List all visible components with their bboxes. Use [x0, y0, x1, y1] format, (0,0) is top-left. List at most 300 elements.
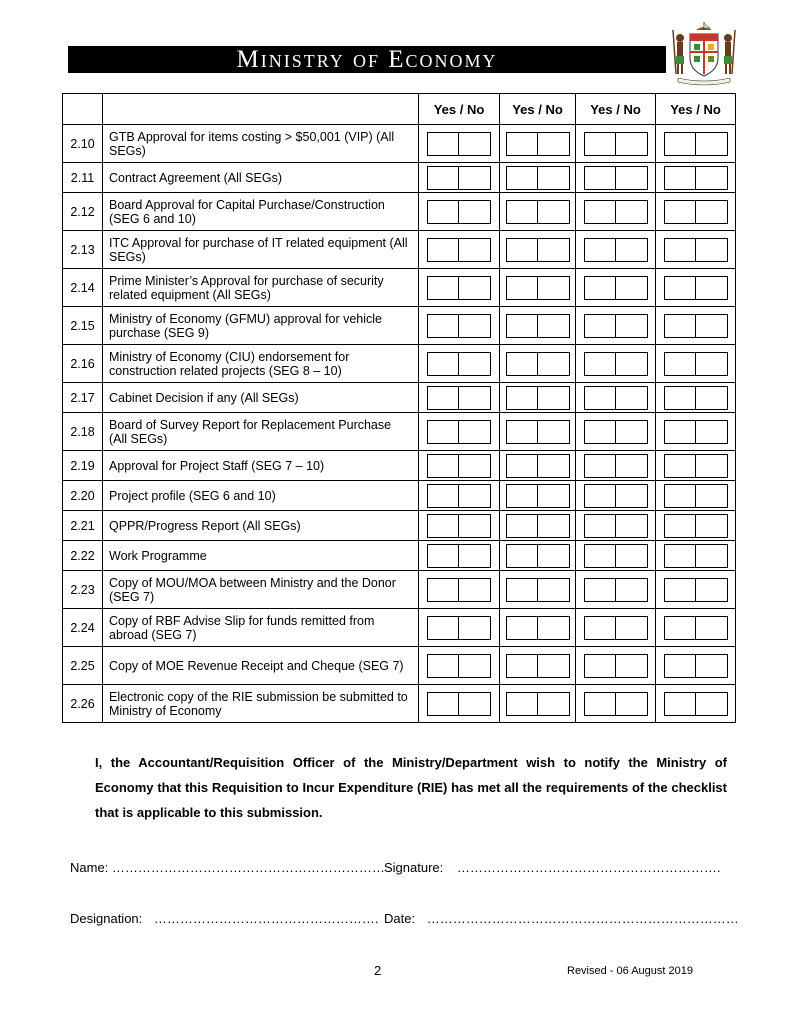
yes-checkbox[interactable]	[506, 238, 538, 262]
column-header: Yes / No	[576, 94, 656, 125]
no-checkbox[interactable]	[696, 386, 728, 410]
coat-of-arms-icon	[668, 20, 740, 86]
no-checkbox[interactable]	[696, 578, 728, 602]
yes-no-box-pair	[500, 132, 575, 156]
yes-checkbox[interactable]	[584, 386, 616, 410]
yes-no-box-pair	[576, 544, 655, 568]
name-label: Name:	[70, 860, 109, 875]
yes-no-box-pair	[500, 276, 575, 300]
no-checkbox[interactable]	[616, 132, 648, 156]
no-checkbox[interactable]	[616, 166, 648, 190]
yes-checkbox[interactable]	[506, 276, 538, 300]
item-description: Cabinet Decision if any (All SEGs)	[103, 383, 419, 413]
yes-checkbox[interactable]	[664, 352, 696, 376]
no-checkbox[interactable]	[696, 420, 728, 444]
yes-checkbox[interactable]	[427, 616, 459, 640]
yes-checkbox[interactable]	[584, 654, 616, 678]
no-checkbox[interactable]	[696, 352, 728, 376]
item-description: Board of Survey Report for Replacement Purchase (All SEGs)	[103, 413, 419, 451]
yes-no-box-pair	[576, 514, 655, 538]
no-checkbox[interactable]	[538, 454, 570, 478]
yes-checkbox[interactable]	[584, 352, 616, 376]
no-checkbox[interactable]	[616, 692, 648, 716]
no-checkbox[interactable]	[459, 514, 491, 538]
yes-no-box-pair	[656, 692, 735, 716]
yes-no-cell	[500, 125, 576, 163]
signature-label: Signature:	[384, 860, 444, 875]
yes-no-cell	[500, 193, 576, 231]
header-number-cell	[63, 94, 103, 125]
item-description: Ministry of Economy (CIU) endorsement for construction related projects (SEG 8 – 10)	[103, 345, 419, 383]
yes-no-box-pair	[656, 420, 735, 444]
item-number: 2.12	[63, 193, 103, 231]
no-checkbox[interactable]	[459, 454, 491, 478]
no-checkbox[interactable]	[616, 654, 648, 678]
table-row	[63, 345, 736, 383]
yes-checkbox[interactable]	[506, 484, 538, 508]
yes-no-box-pair	[419, 200, 499, 224]
yes-checkbox[interactable]	[584, 166, 616, 190]
no-checkbox[interactable]	[459, 484, 491, 508]
yes-no-cell	[500, 383, 576, 413]
no-checkbox[interactable]	[459, 386, 491, 410]
yes-no-cell	[576, 345, 656, 383]
no-checkbox[interactable]	[696, 514, 728, 538]
table-row	[63, 571, 736, 609]
yes-no-cell	[500, 511, 576, 541]
yes-no-box-pair	[656, 314, 735, 338]
yes-checkbox[interactable]	[584, 514, 616, 538]
header-description-cell	[103, 94, 419, 125]
yes-checkbox[interactable]	[664, 166, 696, 190]
item-description: QPPR/Progress Report (All SEGs)	[103, 511, 419, 541]
no-checkbox[interactable]	[696, 654, 728, 678]
yes-no-box-pair	[576, 420, 655, 444]
no-checkbox[interactable]	[616, 238, 648, 262]
yes-checkbox[interactable]	[664, 314, 696, 338]
no-checkbox[interactable]	[538, 132, 570, 156]
no-checkbox[interactable]	[538, 578, 570, 602]
yes-checkbox[interactable]	[427, 578, 459, 602]
yes-no-box-pair	[656, 386, 735, 410]
yes-checkbox[interactable]	[427, 654, 459, 678]
yes-checkbox[interactable]	[427, 484, 459, 508]
no-checkbox[interactable]	[459, 616, 491, 640]
yes-no-cell	[419, 511, 500, 541]
yes-no-box-pair	[500, 420, 575, 444]
yes-no-box-pair	[576, 132, 655, 156]
item-number: 2.23	[63, 571, 103, 609]
no-checkbox[interactable]	[696, 544, 728, 568]
no-checkbox[interactable]	[616, 484, 648, 508]
yes-no-box-pair	[576, 578, 655, 602]
yes-no-cell	[419, 685, 500, 723]
yes-no-cell	[656, 481, 736, 511]
no-checkbox[interactable]	[696, 692, 728, 716]
designation-label: Designation:	[70, 911, 143, 926]
item-description: Prime Minister’s Approval for purchase of security related equipment (All SEGs)	[103, 269, 419, 307]
yes-no-cell	[500, 541, 576, 571]
yes-no-box-pair	[419, 692, 499, 716]
yes-no-box-pair	[656, 544, 735, 568]
item-number: 2.26	[63, 685, 103, 723]
yes-checkbox[interactable]	[664, 484, 696, 508]
yes-no-cell	[419, 193, 500, 231]
yes-no-cell	[500, 413, 576, 451]
yes-no-cell	[500, 163, 576, 193]
yes-checkbox[interactable]	[664, 654, 696, 678]
yes-checkbox[interactable]	[664, 132, 696, 156]
yes-no-box-pair	[500, 544, 575, 568]
yes-checkbox[interactable]	[584, 578, 616, 602]
yes-no-box-pair	[500, 314, 575, 338]
yes-checkbox[interactable]	[506, 578, 538, 602]
no-checkbox[interactable]	[696, 238, 728, 262]
yes-no-box-pair	[500, 166, 575, 190]
yes-no-cell	[656, 685, 736, 723]
yes-no-cell	[576, 481, 656, 511]
no-checkbox[interactable]	[459, 166, 491, 190]
yes-checkbox[interactable]	[664, 420, 696, 444]
yes-no-box-pair	[500, 454, 575, 478]
yes-checkbox[interactable]	[664, 386, 696, 410]
yes-checkbox[interactable]	[506, 132, 538, 156]
no-checkbox[interactable]	[696, 616, 728, 640]
yes-no-box-pair	[419, 484, 499, 508]
column-header: Yes / No	[656, 94, 736, 125]
item-number: 2.14	[63, 269, 103, 307]
item-number: 2.20	[63, 481, 103, 511]
yes-no-cell	[656, 647, 736, 685]
name-field[interactable]: ………………………………………………………	[111, 860, 385, 875]
yes-no-cell	[576, 571, 656, 609]
yes-no-box-pair	[500, 386, 575, 410]
yes-no-cell	[419, 647, 500, 685]
yes-no-cell	[419, 269, 500, 307]
yes-no-box-pair	[576, 166, 655, 190]
yes-no-box-pair	[656, 132, 735, 156]
yes-no-cell	[419, 345, 500, 383]
ministry-title-banner: Ministry of Economy	[68, 46, 666, 73]
table-row	[63, 481, 736, 511]
yes-no-box-pair	[500, 692, 575, 716]
yes-no-cell	[419, 125, 500, 163]
no-checkbox[interactable]	[616, 386, 648, 410]
yes-checkbox[interactable]	[427, 314, 459, 338]
yes-checkbox[interactable]	[584, 484, 616, 508]
column-header: Yes / No	[419, 94, 500, 125]
table-row	[63, 609, 736, 647]
table-row	[63, 163, 736, 193]
no-checkbox[interactable]	[538, 166, 570, 190]
yes-no-box-pair	[576, 454, 655, 478]
yes-checkbox[interactable]	[584, 132, 616, 156]
item-description: GTB Approval for items costing > $50,001 (VIP) (All SEGs)	[103, 125, 419, 163]
yes-checkbox[interactable]	[584, 200, 616, 224]
yes-checkbox[interactable]	[427, 454, 459, 478]
yes-no-cell	[576, 307, 656, 345]
table-row	[63, 413, 736, 451]
yes-no-box-pair	[656, 352, 735, 376]
yes-no-cell	[500, 307, 576, 345]
no-checkbox[interactable]	[616, 200, 648, 224]
yes-no-box-pair	[656, 616, 735, 640]
yes-checkbox[interactable]	[664, 276, 696, 300]
revision-date: Revised - 06 August 2019	[567, 965, 693, 977]
yes-no-cell	[656, 193, 736, 231]
designation-field[interactable]: …………………………………………….	[153, 911, 379, 926]
date-line	[384, 911, 739, 926]
yes-no-box-pair	[419, 314, 499, 338]
no-checkbox[interactable]	[459, 692, 491, 716]
no-checkbox[interactable]	[616, 514, 648, 538]
table-row	[63, 451, 736, 481]
yes-no-box-pair	[576, 276, 655, 300]
yes-checkbox[interactable]	[584, 544, 616, 568]
yes-no-cell	[419, 163, 500, 193]
no-checkbox[interactable]	[459, 420, 491, 444]
no-checkbox[interactable]	[459, 200, 491, 224]
yes-no-box-pair	[419, 578, 499, 602]
table-row	[63, 511, 736, 541]
no-checkbox[interactable]	[538, 616, 570, 640]
item-description: Copy of MOE Revenue Receipt and Cheque (SEG 7)	[103, 647, 419, 685]
yes-no-cell	[656, 345, 736, 383]
checklist-table	[62, 93, 736, 723]
yes-checkbox[interactable]	[427, 276, 459, 300]
no-checkbox[interactable]	[538, 386, 570, 410]
no-checkbox[interactable]	[616, 420, 648, 444]
yes-no-box-pair	[419, 654, 499, 678]
yes-checkbox[interactable]	[427, 352, 459, 376]
yes-checkbox[interactable]	[584, 616, 616, 640]
yes-no-box-pair	[656, 276, 735, 300]
yes-checkbox[interactable]	[506, 420, 538, 444]
yes-no-cell	[656, 125, 736, 163]
yes-checkbox[interactable]	[506, 352, 538, 376]
yes-checkbox[interactable]	[427, 166, 459, 190]
yes-no-box-pair	[500, 514, 575, 538]
yes-no-cell	[500, 481, 576, 511]
item-number: 2.11	[63, 163, 103, 193]
yes-no-cell	[576, 231, 656, 269]
no-checkbox[interactable]	[696, 166, 728, 190]
no-checkbox[interactable]	[538, 238, 570, 262]
no-checkbox[interactable]	[616, 352, 648, 376]
table-row	[63, 307, 736, 345]
yes-no-cell	[576, 383, 656, 413]
yes-checkbox[interactable]	[506, 166, 538, 190]
yes-checkbox[interactable]	[506, 544, 538, 568]
yes-no-box-pair	[576, 484, 655, 508]
yes-no-box-pair	[500, 484, 575, 508]
yes-no-cell	[419, 383, 500, 413]
yes-no-cell	[576, 685, 656, 723]
no-checkbox[interactable]	[459, 276, 491, 300]
yes-checkbox[interactable]	[584, 314, 616, 338]
yes-checkbox[interactable]	[664, 578, 696, 602]
yes-no-cell	[576, 269, 656, 307]
no-checkbox[interactable]	[538, 420, 570, 444]
no-checkbox[interactable]	[459, 654, 491, 678]
no-checkbox[interactable]	[459, 544, 491, 568]
table-row	[63, 125, 736, 163]
no-checkbox[interactable]	[459, 132, 491, 156]
yes-checkbox[interactable]	[427, 514, 459, 538]
yes-no-cell	[656, 307, 736, 345]
yes-no-cell	[576, 609, 656, 647]
yes-no-box-pair	[419, 420, 499, 444]
yes-checkbox[interactable]	[584, 692, 616, 716]
item-number: 2.18	[63, 413, 103, 451]
no-checkbox[interactable]	[538, 544, 570, 568]
no-checkbox[interactable]	[696, 276, 728, 300]
no-checkbox[interactable]	[696, 484, 728, 508]
yes-checkbox[interactable]	[506, 616, 538, 640]
yes-no-box-pair	[419, 386, 499, 410]
no-checkbox[interactable]	[538, 514, 570, 538]
no-checkbox[interactable]	[696, 314, 728, 338]
yes-no-box-pair	[419, 454, 499, 478]
yes-checkbox[interactable]	[506, 654, 538, 678]
yes-no-cell	[419, 481, 500, 511]
item-description: Copy of RBF Advise Slip for funds remitted from abroad (SEG 7)	[103, 609, 419, 647]
item-description: ITC Approval for purchase of IT related equipment (All SEGs)	[103, 231, 419, 269]
yes-checkbox[interactable]	[427, 238, 459, 262]
item-description: Copy of MOU/MOA between Ministry and the Donor (SEG 7)	[103, 571, 419, 609]
yes-no-box-pair	[419, 166, 499, 190]
yes-no-cell	[419, 413, 500, 451]
yes-checkbox[interactable]	[506, 314, 538, 338]
yes-no-box-pair	[656, 200, 735, 224]
yes-no-cell	[576, 647, 656, 685]
no-checkbox[interactable]	[616, 578, 648, 602]
yes-checkbox[interactable]	[427, 420, 459, 444]
item-number: 2.16	[63, 345, 103, 383]
yes-checkbox[interactable]	[506, 200, 538, 224]
yes-no-box-pair	[419, 616, 499, 640]
yes-no-cell	[576, 125, 656, 163]
no-checkbox[interactable]	[696, 454, 728, 478]
yes-no-box-pair	[576, 314, 655, 338]
yes-no-cell	[656, 451, 736, 481]
signature-field[interactable]: …………………………………………………….	[456, 860, 721, 875]
designation-line	[70, 911, 379, 926]
yes-no-cell	[419, 307, 500, 345]
yes-no-cell	[656, 163, 736, 193]
table-row	[63, 685, 736, 723]
yes-no-cell	[419, 451, 500, 481]
yes-checkbox[interactable]	[427, 132, 459, 156]
item-number: 2.22	[63, 541, 103, 571]
yes-no-cell	[576, 413, 656, 451]
no-checkbox[interactable]	[459, 352, 491, 376]
yes-no-box-pair	[656, 454, 735, 478]
no-checkbox[interactable]	[538, 692, 570, 716]
item-description: Electronic copy of the RIE submission be submitted to Ministry of Economy	[103, 685, 419, 723]
yes-checkbox[interactable]	[584, 276, 616, 300]
yes-no-cell	[576, 511, 656, 541]
table-header-row	[63, 94, 736, 125]
yes-checkbox[interactable]	[427, 386, 459, 410]
no-checkbox[interactable]	[616, 314, 648, 338]
no-checkbox[interactable]	[538, 200, 570, 224]
no-checkbox[interactable]	[616, 276, 648, 300]
yes-no-cell	[656, 269, 736, 307]
yes-checkbox[interactable]	[664, 544, 696, 568]
yes-no-box-pair	[419, 352, 499, 376]
yes-checkbox[interactable]	[664, 692, 696, 716]
yes-checkbox[interactable]	[506, 514, 538, 538]
no-checkbox[interactable]	[459, 578, 491, 602]
yes-no-cell	[656, 571, 736, 609]
yes-no-box-pair	[656, 578, 735, 602]
yes-checkbox[interactable]	[664, 454, 696, 478]
no-checkbox[interactable]	[696, 132, 728, 156]
yes-no-box-pair	[656, 166, 735, 190]
yes-no-box-pair	[500, 352, 575, 376]
item-description: Work Programme	[103, 541, 419, 571]
no-checkbox[interactable]	[538, 276, 570, 300]
no-checkbox[interactable]	[616, 544, 648, 568]
yes-no-box-pair	[576, 238, 655, 262]
yes-no-cell	[656, 541, 736, 571]
yes-no-cell	[500, 345, 576, 383]
no-checkbox[interactable]	[459, 238, 491, 262]
yes-checkbox[interactable]	[664, 616, 696, 640]
yes-checkbox[interactable]	[584, 238, 616, 262]
yes-no-box-pair	[500, 616, 575, 640]
yes-no-cell	[656, 383, 736, 413]
yes-no-cell	[576, 451, 656, 481]
no-checkbox[interactable]	[696, 200, 728, 224]
yes-checkbox[interactable]	[584, 420, 616, 444]
no-checkbox[interactable]	[616, 454, 648, 478]
yes-no-cell	[419, 231, 500, 269]
yes-checkbox[interactable]	[506, 454, 538, 478]
yes-no-box-pair	[419, 132, 499, 156]
yes-checkbox[interactable]	[664, 514, 696, 538]
yes-no-cell	[576, 163, 656, 193]
item-description: Approval for Project Staff (SEG 7 – 10)	[103, 451, 419, 481]
yes-checkbox[interactable]	[427, 200, 459, 224]
yes-no-cell	[500, 451, 576, 481]
date-field[interactable]: ………………………………………………………………	[426, 911, 739, 926]
no-checkbox[interactable]	[616, 616, 648, 640]
item-description: Project profile (SEG 6 and 10)	[103, 481, 419, 511]
no-checkbox[interactable]	[538, 484, 570, 508]
yes-checkbox[interactable]	[664, 200, 696, 224]
no-checkbox[interactable]	[538, 314, 570, 338]
yes-checkbox[interactable]	[506, 386, 538, 410]
item-number: 2.19	[63, 451, 103, 481]
yes-checkbox[interactable]	[664, 238, 696, 262]
yes-checkbox[interactable]	[427, 544, 459, 568]
no-checkbox[interactable]	[459, 314, 491, 338]
yes-checkbox[interactable]	[506, 692, 538, 716]
yes-no-cell	[500, 571, 576, 609]
yes-no-box-pair	[576, 200, 655, 224]
table-row	[63, 541, 736, 571]
yes-checkbox[interactable]	[584, 454, 616, 478]
yes-no-box-pair	[419, 544, 499, 568]
no-checkbox[interactable]	[538, 654, 570, 678]
item-number: 2.21	[63, 511, 103, 541]
table-row	[63, 231, 736, 269]
no-checkbox[interactable]	[538, 352, 570, 376]
yes-no-cell	[419, 541, 500, 571]
yes-checkbox[interactable]	[427, 692, 459, 716]
